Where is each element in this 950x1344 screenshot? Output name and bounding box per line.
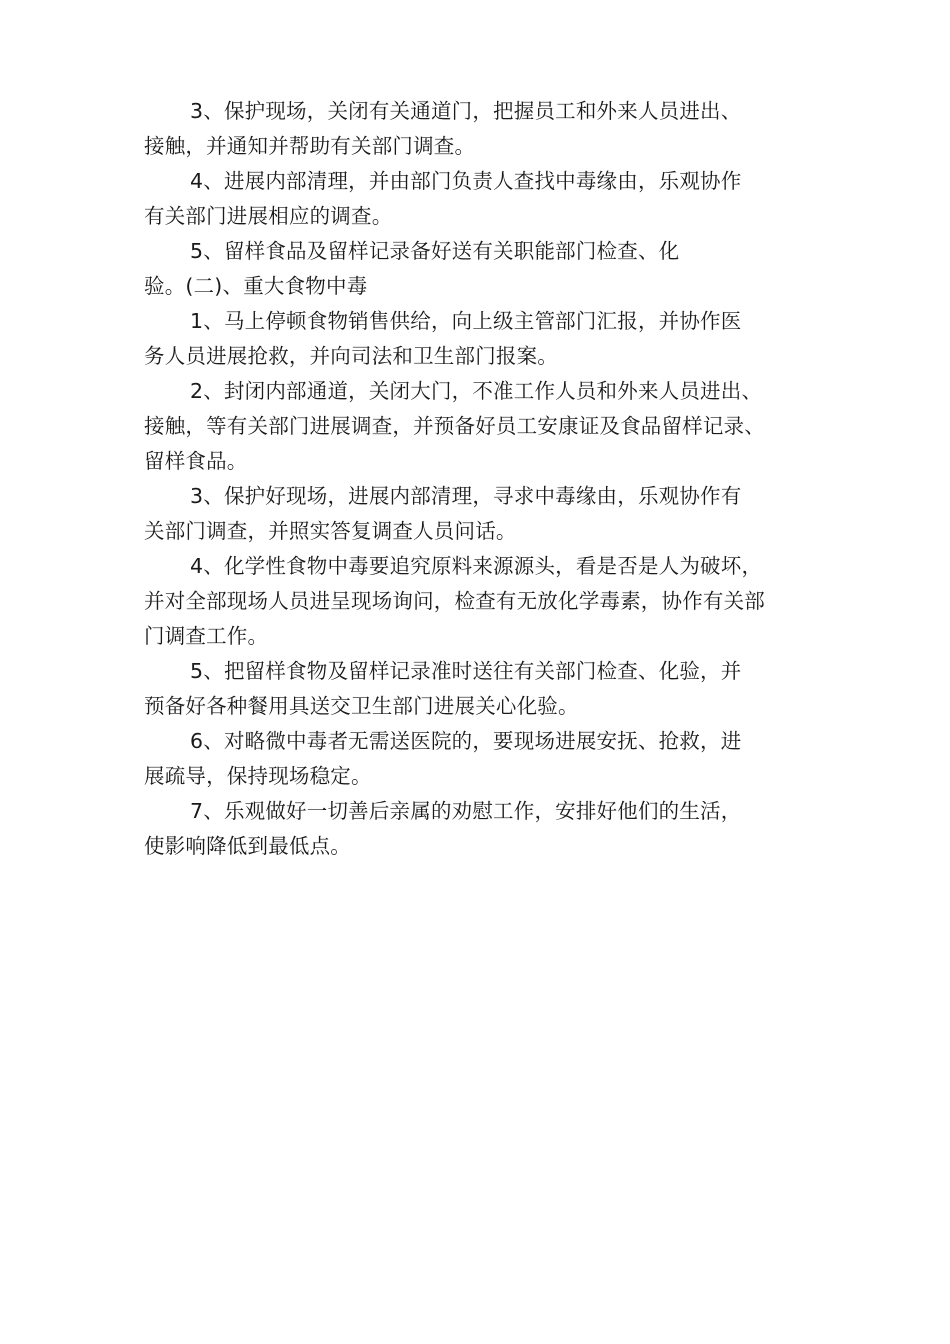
document-body — [144, 94, 816, 864]
text-line: 关部门调查，并照实答复调查人员问话。 — [144, 519, 517, 543]
text-line: 6、对略微中毒者无需送医院的，要现场进展安抚、抢救，进 — [190, 729, 742, 753]
text-line: 7、乐观做好一切善后亲属的劝慰工作，安排好他们的生活， — [190, 799, 742, 823]
text-line: 接触，并通知并帮助有关部门调查。 — [144, 134, 476, 158]
text-line: 4、化学性食物中毒要追究原料来源源头，看是否是人为破坏， — [190, 554, 763, 578]
text-line: 留样食品。 — [144, 449, 248, 473]
text-line: 3、保护现场，关闭有关通道门，把握员工和外来人员进出、 — [190, 99, 742, 123]
text-line: 接触，等有关部门进展调查，并预备好员工安康证及食品留样记录、 — [144, 414, 765, 438]
text-line: 务人员进展抢救，并向司法和卫生部门报案。 — [144, 344, 558, 368]
text-line: 使影响降低到最低点。 — [144, 834, 351, 858]
text-line: 2、封闭内部通道，关闭大门，不准工作人员和外来人员进出、 — [190, 379, 763, 403]
text-line: 4、进展内部清理，并由部门负责人查找中毒缘由，乐观协作 — [190, 169, 742, 193]
text-line: 1、马上停顿食物销售供给，向上级主管部门汇报，并协作医 — [190, 309, 742, 333]
text-line: 预备好各种餐用具送交卫生部门进展关心化验。 — [144, 694, 579, 718]
text-line: 并对全部现场人员进呈现场询问，检查有无放化学毒素，协作有关部 — [144, 589, 765, 613]
text-line: 有关部门进展相应的调查。 — [144, 204, 393, 228]
text-line: 验。(二)、重大食物中毒 — [144, 274, 368, 298]
text-line: 5、把留样食物及留样记录准时送往有关部门检查、化验，并 — [190, 659, 742, 683]
text-line: 5、留样食品及留样记录备好送有关职能部门检查、化 — [190, 239, 680, 263]
text-line: 展疏导，保持现场稳定。 — [144, 764, 372, 788]
text-line: 门调查工作。 — [144, 624, 269, 648]
text-line: 3、保护好现场，进展内部清理，寻求中毒缘由，乐观协作有 — [190, 484, 742, 508]
